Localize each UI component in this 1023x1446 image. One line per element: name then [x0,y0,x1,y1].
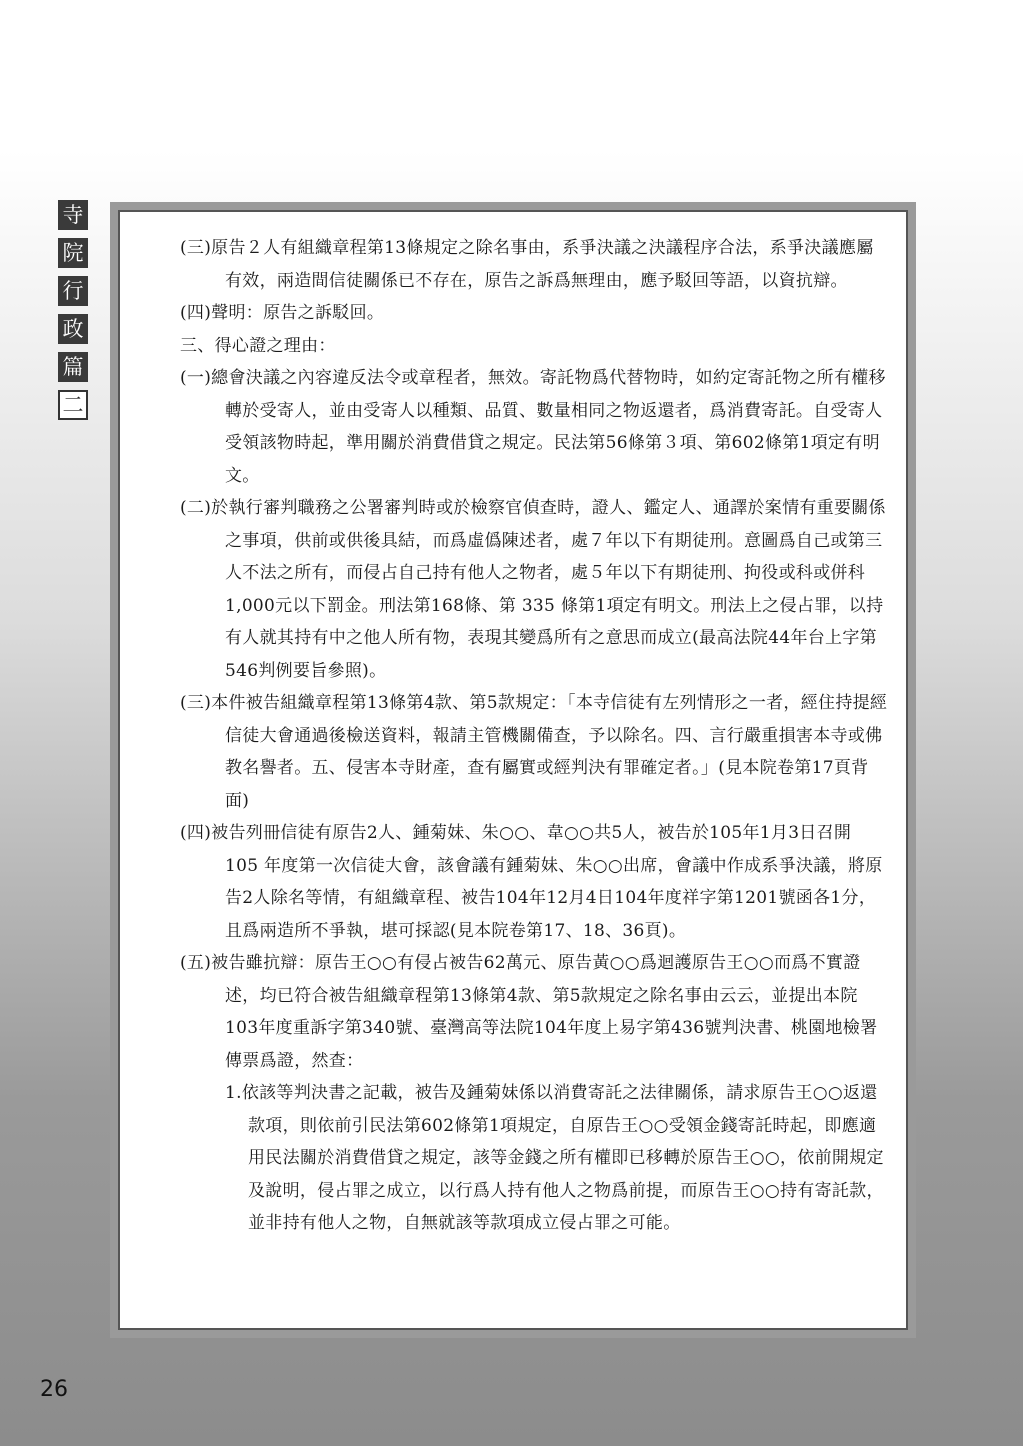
chapter-side-label [58,200,92,428]
paragraph: (五)被告雖抗辯：原告王○○有侵占被告62萬元、原告黃○○爲迴護原告王○○而爲不實證述，均已符合被告組織章程第13條第4款、第5款規定之除名事由云云，並提出本院103年度重訴字第340號、臺灣高等法院104年度上易字第436號判決書、桃園地檢署傳票爲證，然查： [180,953,878,1071]
content-frame-inner [118,210,908,1330]
side-char: 寺 [58,200,88,230]
document-body [180,232,888,1240]
side-char: 行 [58,276,88,306]
content-frame [110,202,916,1338]
paragraph: (四)聲明：原告之訴駁回。 [180,303,385,323]
side-char-volume: 二 [58,390,88,420]
paragraph: (三)原告２人有組織章程第13條規定之除名事由，系爭決議之決議程序合法，系爭決議應屬有效，兩造間信徒關係已不存在，原告之訴爲無理由，應予駁回等語，以資抗辯。 [180,238,874,291]
side-char: 政 [58,314,88,344]
paragraph: (一)總會決議之內容違反法令或章程者，無效。寄託物爲代替物時，如約定寄託物之所有權移轉於受寄人，並由受寄人以種類、品質、數量相同之物返還者，爲消費寄託。自受寄人受領該物時起，準用關於消費借貸之規定。民法第56條第３項、第602條第1項定有明文。 [180,368,886,486]
side-char: 篇 [58,352,88,382]
sub-paragraph: 1.依該等判決書之記載，被告及鍾菊妹係以消費寄託之法律關係，請求原告王○○返還款項，則依前引民法第602條第1項規定，自原告王○○受領金錢寄託時起，即應適用民法關於消費借貸之規定，該等金錢之所有權即已移轉於原告王○○，依前開規定及說明，侵占罪之成立，以行爲人持有他人之物爲前提，而原告王○○持有寄託款，並非持有他人之物，自無就該等款項成立侵占罪之可能。 [225,1083,884,1233]
side-char: 院 [58,238,88,268]
paragraph: (四)被告列冊信徒有原告2人、鍾菊妹、朱○○、韋○○共5人，被告於105年1月3日召開 105 年度第一次信徒大會，該會議有鍾菊妹、朱○○出席，會議中作成系爭決議，將原告2人除名等情，有組織章程、被告104年12月4日104年度祥字第1201號函各1分，且爲兩造所不爭執，堪可採認(見本院卷第17、18、36頁)。 [180,823,883,941]
page-number: 26 [40,1377,68,1402]
section-heading: 三、得心證之理由： [180,335,336,356]
paragraph: (三)本件被告組織章程第13條第4款、第5款規定：「本寺信徒有左列情形之一者，經住持提經信徒大會通過後檢送資料，報請主管機關備查，予以除名。四、言行嚴重損害本寺或佛教名譽者。五、侵害本寺財產，查有屬實或經判決有罪確定者。」(見本院卷第17頁背面) [180,693,888,811]
paragraph: (二)於執行審判職務之公署審判時或於檢察官偵查時，證人、鑑定人、通譯於案情有重要關係之事項，供前或供後具結，而爲虛僞陳述者，處７年以下有期徒刑。意圖爲自己或第三人不法之所有，而侵占自己持有他人之物者，處５年以下有期徒刑、拘役或科或併科1,000元以下罰金。刑法第168條、第 335 條第1項定有明文。刑法上之侵占罪，以持有人就其持有中之他人所有物，表現其變爲所有之意思而成立(最高法院44年台上字第546判例要旨參照)。 [180,498,886,681]
